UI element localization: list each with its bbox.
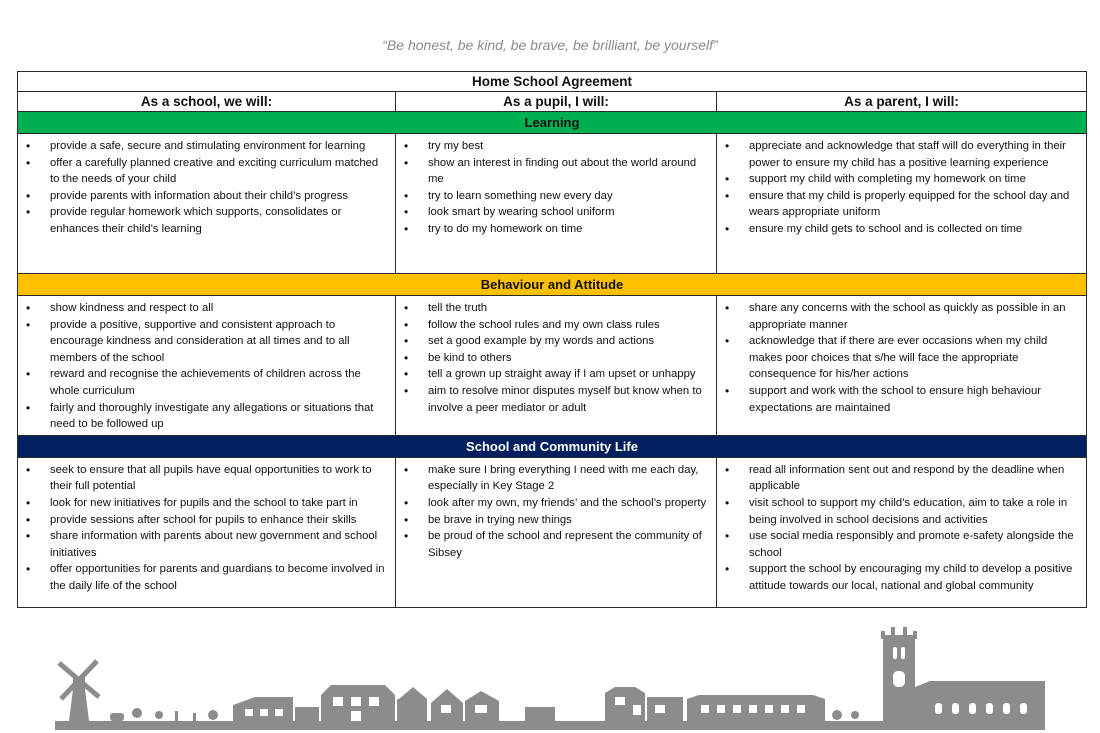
list-item: • provide a positive, supportive and consistent approach to encourage kindness and consideration at all times and to all members of the school <box>50 317 389 367</box>
list-item: • support and work with the school to ensure high behaviour expectations are maintained <box>749 383 1080 416</box>
list-item: • try my best <box>428 138 710 155</box>
list-item: • tell a grown up straight away if I am upset or unhappy <box>428 366 710 383</box>
behaviour-school-list <box>18 296 395 435</box>
behaviour-pupil-cell <box>396 296 717 436</box>
list-item: • share information with parents about new government and school initiatives <box>50 528 389 561</box>
community-pupil-list <box>396 458 716 564</box>
list-item: • provide parents with information about their child’s progress <box>50 188 389 205</box>
list-item: • read all information sent out and respond by the deadline when applicable <box>749 462 1080 495</box>
list-item: • provide sessions after school for pupils to enhance their skills <box>50 512 389 529</box>
section-header-community: School and Community Life <box>18 435 1087 457</box>
list-item: • support my child with completing my homework on time <box>749 171 1080 188</box>
list-item: • look for new initiatives for pupils and the school to take part in <box>50 495 389 512</box>
community-school-cell <box>18 457 396 607</box>
column-header-parent: As a parent, I will: <box>717 92 1087 112</box>
list-item: • make sure I bring everything I need with me each day, especially in Key Stage 2 <box>428 462 710 495</box>
learning-pupil-cell <box>396 134 717 274</box>
list-item: • follow the school rules and my own class rules <box>428 317 710 334</box>
learning-school-list <box>18 134 395 240</box>
column-header-school: As a school, we will: <box>18 92 396 112</box>
list-item: • set a good example by my words and actions <box>428 333 710 350</box>
behaviour-parent-list <box>717 296 1086 418</box>
behaviour-pupil-list <box>396 296 716 418</box>
list-item: • be kind to others <box>428 350 710 367</box>
behaviour-school-cell <box>18 296 396 436</box>
list-item: • provide a safe, secure and stimulating environment for learning <box>50 138 389 155</box>
windmill-icon <box>59 661 99 721</box>
community-school-list <box>18 458 395 597</box>
list-item: • reward and recognise the achievements of children across the whole curriculum <box>50 366 389 399</box>
learning-parent-list <box>717 134 1086 240</box>
learning-school-cell <box>18 134 396 274</box>
school-motto: “Be honest, be kind, be brave, be brilliant, be yourself” <box>382 37 718 53</box>
list-item: • acknowledge that if there are ever occasions when my child makes poor choices that s/he will face the appropriate consequence for his/her actions <box>749 333 1080 383</box>
list-item: • ensure that my child is properly equipped for the school day and wears appropriate uniform <box>749 188 1080 221</box>
list-item: • be brave in trying new things <box>428 512 710 529</box>
list-item: • support the school by encouraging my child to develop a positive attitude towards our local, national and global community <box>749 561 1080 594</box>
list-item: • provide regular homework which supports, consolidates or enhances their child’s learning <box>50 204 389 237</box>
section-header-learning: Learning <box>18 112 1087 134</box>
list-item: • offer opportunities for parents and guardians to become involved in the daily life of the school <box>50 561 389 594</box>
list-item: • visit school to support my child’s education, aim to take a role in being involved in school decisions and activities <box>749 495 1080 528</box>
list-item: • be proud of the school and represent the community of Sibsey <box>428 528 710 561</box>
list-item: • aim to resolve minor disputes myself but know when to involve a peer mediator or adult <box>428 383 710 416</box>
ground-strip <box>55 721 1045 730</box>
learning-parent-cell <box>717 134 1087 274</box>
village-skyline-illustration <box>55 625 1045 730</box>
list-item: • ensure my child gets to school and is collected on time <box>749 221 1080 238</box>
list-item: • show kindness and respect to all <box>50 300 389 317</box>
houses-row-2 <box>525 687 859 721</box>
list-item: • appreciate and acknowledge that staff will do everything in their power to ensure my child has a positive learning experience <box>749 138 1080 171</box>
list-item: • share any concerns with the school as quickly as possible in an appropriate manner <box>749 300 1080 333</box>
list-item: • fairly and thoroughly investigate any allegations or situations that need to be followed up <box>50 400 389 433</box>
list-item: • use social media responsibly and promote e-safety alongside the school <box>749 528 1080 561</box>
list-item: • offer a carefully planned creative and exciting curriculum matched to the needs of your child <box>50 155 389 188</box>
list-item: • look smart by wearing school uniform <box>428 204 710 221</box>
section-header-behaviour: Behaviour and Attitude <box>18 274 1087 296</box>
home-school-agreement-table <box>17 71 1087 608</box>
community-pupil-cell <box>396 457 717 607</box>
houses-row-1 <box>233 685 499 721</box>
list-item: • seek to ensure that all pupils have equal opportunities to work to their full potential <box>50 462 389 495</box>
list-item: • try to do my homework on time <box>428 221 710 238</box>
behaviour-parent-cell <box>717 296 1087 436</box>
list-item: • look after my own, my friends’ and the school’s property <box>428 495 710 512</box>
list-item: • show an interest in finding out about the world around me <box>428 155 710 188</box>
people-silhouettes <box>110 708 218 721</box>
community-parent-list <box>717 458 1086 597</box>
agreement-title: Home School Agreement <box>18 72 1087 92</box>
column-header-pupil: As a pupil, I will: <box>396 92 717 112</box>
learning-pupil-list <box>396 134 716 240</box>
community-parent-cell <box>717 457 1087 607</box>
list-item: • try to learn something new every day <box>428 188 710 205</box>
list-item: • tell the truth <box>428 300 710 317</box>
